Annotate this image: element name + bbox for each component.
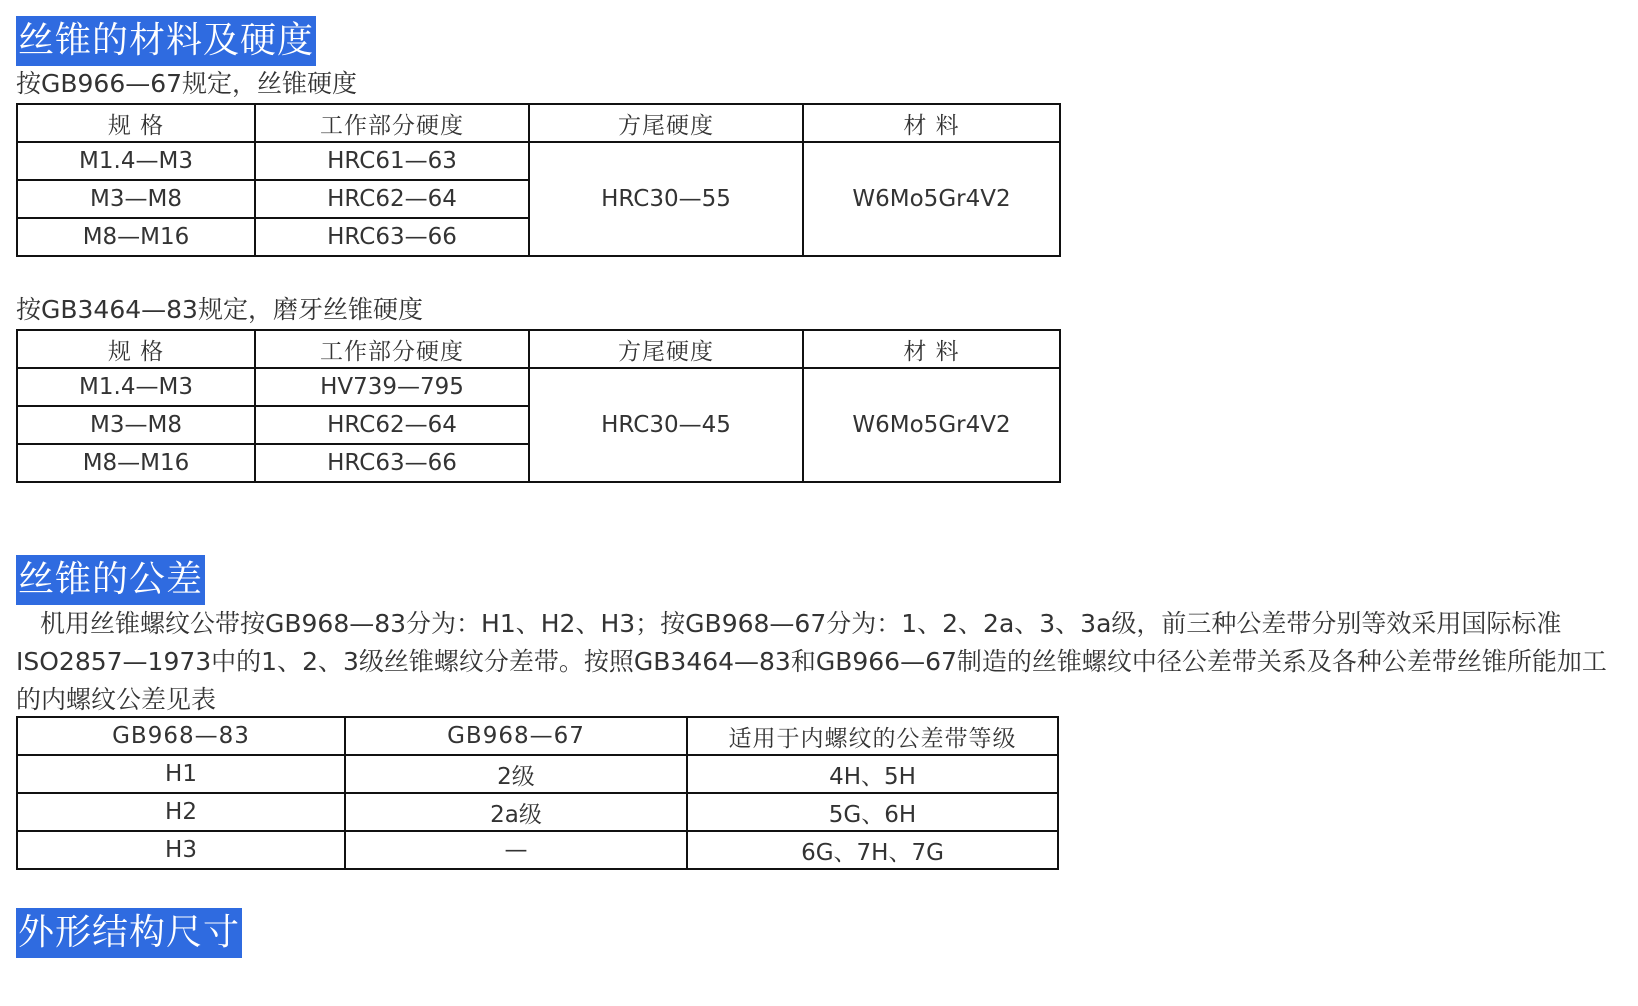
table1-caption: 按GB966—67规定，丝锥硬度 (16, 69, 358, 98)
hardness-table-gb966 (16, 103, 1061, 257)
table-row (17, 142, 1060, 180)
cell-work-hardness: HRC63—66 (255, 444, 529, 482)
table-row (17, 831, 1058, 869)
cell-applicable-grade: 5G、6H (687, 793, 1058, 831)
table-header-row (17, 104, 1060, 142)
cell-work-hardness: HRC62—64 (255, 406, 529, 444)
header-spec: 规 格 (17, 330, 255, 368)
header-work-hardness: 工作部分硬度 (255, 330, 529, 368)
tolerance-table (16, 716, 1059, 870)
cell-spec: M1.4—M3 (17, 368, 255, 406)
cell-tail-hardness: HRC30—55 (529, 142, 803, 256)
cell-gb968-67: — (345, 831, 687, 869)
cell-work-hardness: HRC62—64 (255, 180, 529, 218)
cell-gb968-67: 2a级 (345, 793, 687, 831)
cell-applicable-grade: 4H、5H (687, 755, 1058, 793)
cell-spec: M1.4—M3 (17, 142, 255, 180)
header-applicable-grade: 适用于内螺纹的公差带等级 (687, 717, 1058, 755)
hardness-table-gb3464 (16, 329, 1061, 483)
table-row (17, 793, 1058, 831)
header-material: 材 料 (803, 330, 1060, 368)
cell-gb968-83: H3 (17, 831, 345, 869)
tolerance-paragraph: 机用丝锥螺纹公带按GB968—83分为：H1、H2、H3；按GB968—67分为：1、2、2a、3、3a级，前三种公差带分别等效采用国际标准ISO2857—1973中的1、2、3级丝锥螺纹分差带。按照GB3464—83和GB966—67制造的丝锥螺纹中径公差带关系及各种公差带丝锥所能加工的内螺纹公差见表 (16, 609, 1607, 714)
header-gb968-83: GB968—83 (17, 717, 345, 755)
section-title-dimensions: 外形结构尺寸 (16, 908, 242, 958)
cell-gb968-83: H2 (17, 793, 345, 831)
cell-material: W6Mo5Gr4V2 (803, 142, 1060, 256)
cell-work-hardness: HRC61—63 (255, 142, 529, 180)
header-tail-hardness: 方尾硬度 (529, 104, 803, 142)
cell-tail-hardness: HRC30—45 (529, 368, 803, 482)
section-title-tolerance: 丝锥的公差 (16, 555, 205, 605)
cell-material: W6Mo5Gr4V2 (803, 368, 1060, 482)
table2-caption: 按GB3464—83规定，磨牙丝锥硬度 (16, 295, 423, 324)
header-spec: 规 格 (17, 104, 255, 142)
table-row (17, 368, 1060, 406)
cell-spec: M3—M8 (17, 406, 255, 444)
table-header-row (17, 717, 1058, 755)
cell-spec: M8—M16 (17, 218, 255, 256)
table-header-row (17, 330, 1060, 368)
cell-applicable-grade: 6G、7H、7G (687, 831, 1058, 869)
header-gb968-67: GB968—67 (345, 717, 687, 755)
header-material: 材 料 (803, 104, 1060, 142)
header-tail-hardness: 方尾硬度 (529, 330, 803, 368)
cell-work-hardness: HRC63—66 (255, 218, 529, 256)
table-row (17, 755, 1058, 793)
section-title-materials: 丝锥的材料及硬度 (16, 16, 316, 66)
cell-gb968-83: H1 (17, 755, 345, 793)
header-work-hardness: 工作部分硬度 (255, 104, 529, 142)
cell-gb968-67: 2级 (345, 755, 687, 793)
cell-spec: M8—M16 (17, 444, 255, 482)
cell-spec: M3—M8 (17, 180, 255, 218)
cell-work-hardness: HV739—795 (255, 368, 529, 406)
